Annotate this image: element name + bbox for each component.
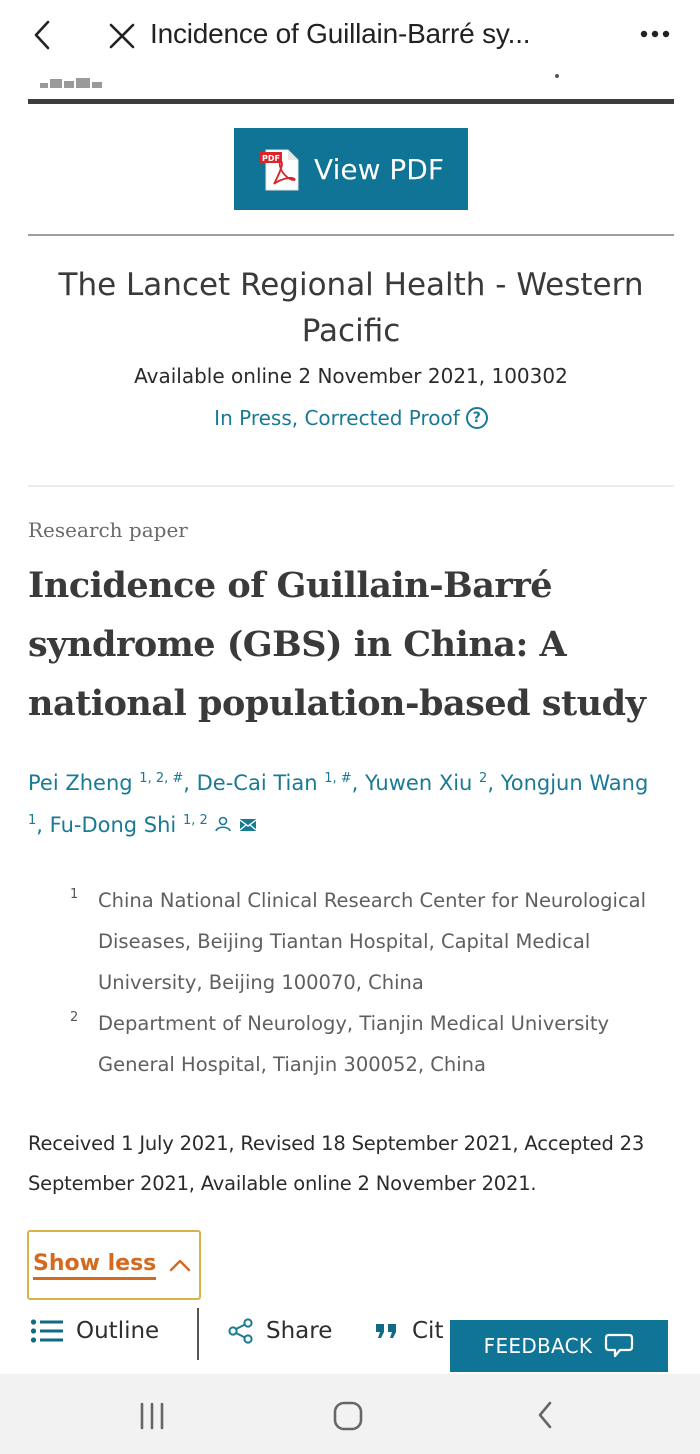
app-bar	[0, 0, 700, 70]
show-less-button[interactable]	[27, 1230, 201, 1300]
affiliation-number: 2	[70, 1010, 79, 1025]
feedback-button[interactable]	[450, 1320, 668, 1372]
close-icon	[106, 20, 138, 52]
home-button[interactable]	[330, 1398, 370, 1432]
section-divider	[28, 234, 674, 236]
feedback-label: FEEDBACK	[483, 1334, 593, 1358]
author-affiliation-ref: 2	[479, 771, 488, 786]
help-icon[interactable]: ?	[466, 407, 488, 429]
recent-apps-icon	[134, 1398, 174, 1432]
show-less-label: Show less	[33, 1251, 156, 1280]
affiliation-text: China National Clinical Research Center for Neurological Diseases, Beijing Tiantan Hospital, Capital Medical University, Beijing 100070, China	[98, 889, 647, 994]
author-name: Fu-Dong Shi	[49, 813, 177, 837]
chevron-up-icon	[168, 1257, 192, 1273]
chevron-left-icon	[28, 18, 58, 52]
share-button[interactable]	[228, 1318, 332, 1344]
author-name: De-Cai Tian	[196, 771, 318, 795]
affiliation-item	[70, 1003, 680, 1085]
affiliation-number: 1	[70, 887, 79, 902]
affiliation-item	[70, 880, 680, 1003]
system-navigation-bar	[0, 1374, 700, 1454]
author-link[interactable]	[28, 771, 183, 795]
author-name: Yongjun Wang	[500, 771, 649, 795]
affiliation-list	[70, 880, 680, 1085]
back-button[interactable]	[28, 18, 58, 52]
view-pdf-button[interactable]	[234, 128, 468, 210]
author-link[interactable]	[50, 813, 208, 837]
pdf-file-icon	[258, 146, 302, 192]
publisher-logo-fragment	[40, 70, 106, 88]
chat-bubble-icon	[604, 1332, 634, 1360]
author-name: Yuwen Xiu	[365, 771, 473, 795]
author-link[interactable]	[365, 771, 487, 795]
article-status	[28, 406, 674, 430]
author-affiliation-ref: 1, 2, #	[139, 771, 184, 786]
list-icon	[30, 1318, 64, 1344]
more-horizontal-icon	[636, 24, 676, 44]
view-pdf-label: View PDF	[314, 152, 444, 186]
author-name: Pei Zheng	[28, 771, 133, 795]
author-link[interactable]	[197, 771, 352, 795]
author-affiliation-ref: 1, #	[324, 771, 352, 786]
page-title: Incidence of Guillain-Barré sy...	[150, 18, 531, 49]
close-button[interactable]	[106, 20, 138, 52]
outline-button[interactable]	[30, 1318, 159, 1344]
author-affiliation-ref: 1	[28, 813, 37, 828]
decorative-mark	[555, 74, 559, 78]
email-icon[interactable]	[239, 805, 257, 847]
share-icon	[228, 1318, 254, 1344]
quote-icon	[374, 1321, 400, 1341]
article-history-dates: Received 1 July 2021, Revised 18 September 2021, Accepted 23 September 2021, Available online 2 November 2021.	[28, 1132, 645, 1195]
toolbar-divider	[197, 1308, 199, 1360]
article-type: Research paper	[28, 518, 188, 542]
more-options-button[interactable]	[636, 24, 676, 44]
cite-label: Cit	[412, 1318, 444, 1344]
author-list: Pei Zheng $^{1, 2, \#}$, De-Cai Tian $^{1, \#}$, Yuwen Xiu $^2$, Yongjun Wang $^1$, Fu-Dong Shi $^{1, 2}$	[28, 762, 668, 847]
article-title: Incidence of Guillain-Barré syndrome (GBS) in China: A national population-based study	[28, 565, 646, 724]
person-icon[interactable]	[214, 805, 232, 847]
journal-name[interactable]: The Lancet Regional Health - Western Pacific	[58, 267, 644, 349]
cite-button[interactable]	[374, 1318, 443, 1344]
share-label: Share	[266, 1318, 333, 1344]
header-divider	[28, 99, 674, 104]
article-status-label: In Press, Corrected Proof	[214, 406, 460, 430]
author-affiliation-ref: 1, 2	[182, 813, 208, 828]
outline-label: Outline	[76, 1318, 160, 1344]
system-back-button[interactable]	[528, 1398, 568, 1432]
system-back-icon	[528, 1398, 568, 1432]
affiliation-text: Department of Neurology, Tianjin Medical University General Hospital, Tianjin 300052, China	[98, 1012, 610, 1076]
availability-text: Available online 2 November 2021, 100302	[134, 364, 568, 388]
recent-apps-button[interactable]	[134, 1398, 174, 1432]
section-divider-light	[28, 485, 674, 487]
svg-text:PDF: PDF	[262, 154, 281, 163]
home-icon	[330, 1398, 370, 1432]
